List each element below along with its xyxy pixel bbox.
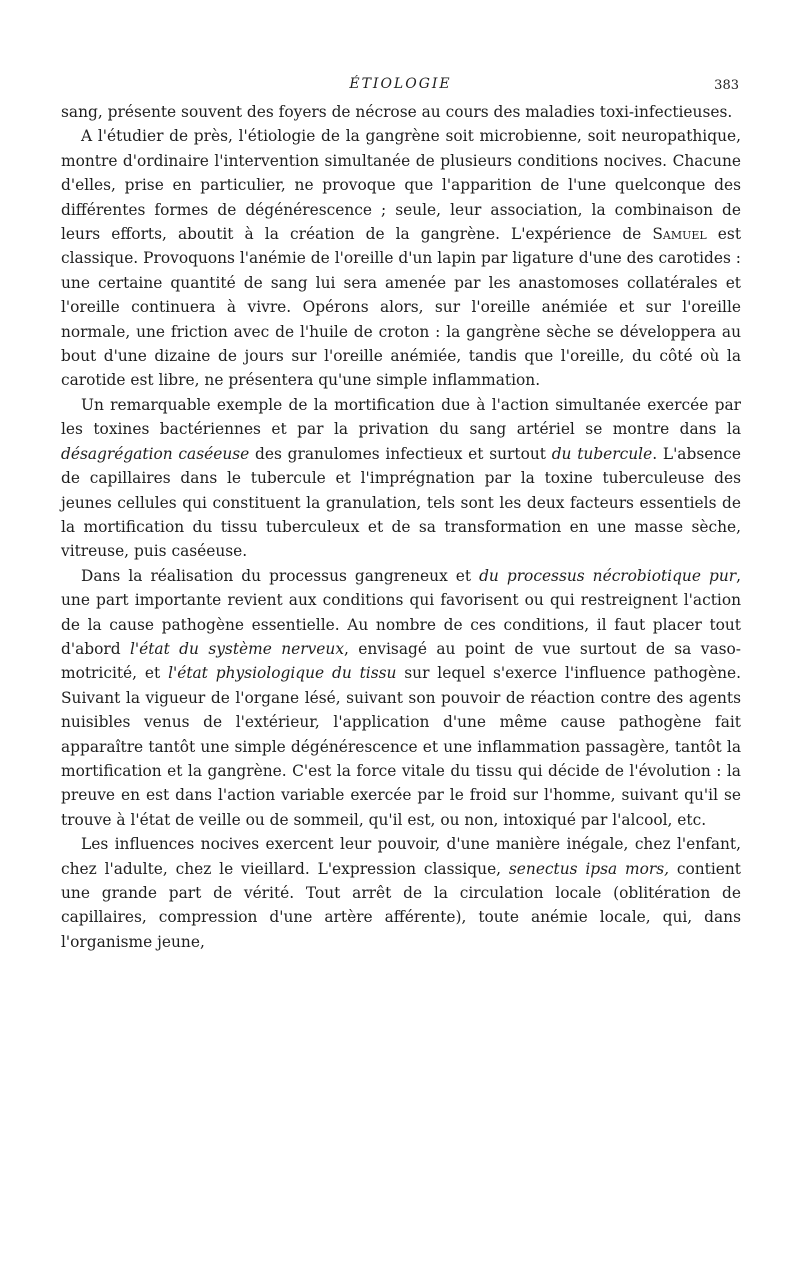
page-number: 383 xyxy=(714,78,739,93)
paragraph-4: Dans la réalisation du processus gangreneux et du processus nécrobiotique pur, une part importante revient aux conditions qui favorisent ou qui restreignent l'action de la cause pathogène essentielle. Au nombre de ces conditions, il faut placer tout d'abord l'état du système nerveux, envisagé au point de vue surtout de sa vaso-motricité, et l'état physiologique du tissu sur lequel s'exerce l'influence pathogène. Suivant la vigueur de l'organe lésé, suivant son pouvoir de réaction contre des agents nuisibles venus de l'extérieur, l'application d'une même cause pathogène fait apparaître tantôt une simple dégénérescence et une inflammation passagère, tantôt la mortification et la gangrène. C'est la force vitale du tissu qui décide de l'évolution : la preuve en est dans l'action variable exercée par le froid sur l'homme, suivant qu'il se trouve à l'état de veille ou de sommeil, qu'il est, ou non, intoxiqué par l'alcool, etc. xyxy=(61,566,741,829)
running-title: ÉTIOLOGIE xyxy=(349,76,452,92)
paragraph-5: Les influences nocives exercent leur pouvoir, d'une manière inégale, chez l'enfant, chez l'adulte, chez le vieillard. L'expression classique, senectus ipsa mors, contient une grande part de vérité. Tout arrêt de la circulation locale (oblitération de capillaires, compression d'une artère afférente), toute anémie locale, qui, dans l'organisme jeune, xyxy=(61,835,741,951)
paragraph-3: Un remarquable exemple de la mortification due à l'action simultanée exercée par les toxines bactériennes et par la privation du sang artériel se montre dans la désagrégation caséeuse des granulomes infectieux et surtout du tubercule. L'absence de capillaires dans le tubercule et l'imprégnation par la toxine tuberculeuse des jeunes cellules qui constituent la granulation, tels sont les deux facteurs essentiels de la mortification du tissu tuberculeux et de sa transformation en une masse sèche, vitreuse, puis caséeuse. xyxy=(61,395,741,561)
body-text xyxy=(61,100,741,954)
author-name: Samuel xyxy=(652,225,707,244)
paragraph-2: A l'étudier de près, l'étiologie de la gangrène soit microbienne, soit neuropathique, montre d'ordinaire l'intervention simultanée de plusieurs conditions nocives. Chacune d'elles, prise en particulier, ne provoque que l'apparition de l'une quelconque des différentes formes de dégénérescence ; seule, leur association, la combinaison de leurs efforts, aboutit à la création de la gangrène. L'expérience de Samuel est classique. Provoquons l'anémie de l'oreille d'un lapin par ligature d'une des carotides : une certaine quantité de sang lui sera amenée par les anastomoses collatérales et l'oreille continuera à vivre. Opérons alors, sur l'oreille anémiée et sur l'oreille normale, une friction avec de l'huile de croton : la gangrène sèche se développera au bout d'une dizaine de jours sur l'oreille anémiée, tandis que l'oreille, du côté où la carotide est libre, ne présentera qu'une simple inflammation. xyxy=(61,127,741,390)
running-header xyxy=(0,76,801,98)
paragraph-1: sang, présente souvent des foyers de nécrose au cours des maladies toxi-infectieuses. xyxy=(61,103,733,121)
